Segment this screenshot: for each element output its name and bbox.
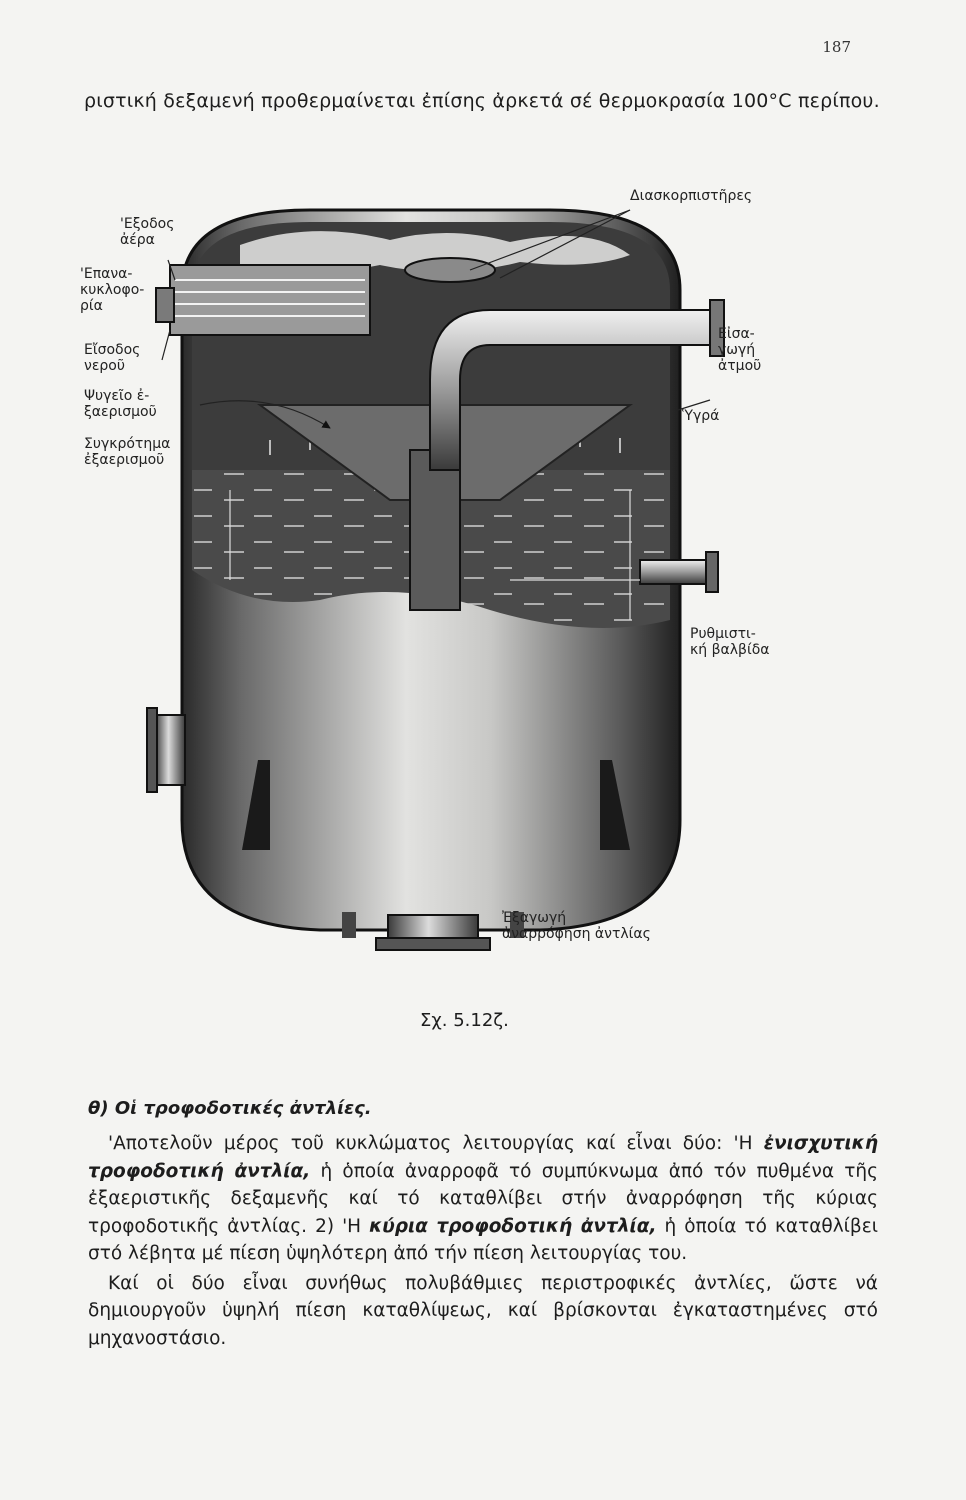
term-main-feed-pump: κύρια τροφοδοτική ἀντλία, <box>369 1215 657 1237</box>
deaerator-tank-illustration <box>70 170 850 990</box>
paragraph-2: Καί οἱ δύο εἶναι συνήθως πολυβάθμιες περιστροφικές ἀντλίες, ὥστε νά δημιουργοῦν ὑψηλή πίεση καταθλίψεως, καί βρίσκονται ἐγκαταστημένες στό μηχανοστάσιο. <box>88 1272 878 1349</box>
central-column <box>410 450 460 610</box>
label-water-inlet: Εἴσοδος νεροῦ <box>84 342 141 374</box>
label-deaeration-cooler: Ψυγεῖο ἐ- ξαερισμοῦ <box>84 388 157 420</box>
control-valve-body <box>640 560 710 584</box>
label-control-valve: Ρυθμιστι- κή βαλβίδα <box>690 626 770 658</box>
page-number: 187 <box>822 38 851 56</box>
label-deaeration-unit: Συγκρότημα ἐξαερισμοῦ <box>84 436 171 468</box>
paragraph-1: 'Αποτελοῦν μέρος τοῦ κυκλώματος λειτουργίας καί εἶναι δύο: 'Η ἐνισχυτική τροφοδοτική ἀντλία, ἡ ὁποία ἀναρροφᾶ τό συμπύκνωμα ἀπό τόν πυθμένα τῆς ἐξαεριστικῆς δεξαμενῆς καί τό καταθλίβει στήν ἀναρρόφηση τῆς κύριας τροφοδοτικῆς ἀντλίας. 2) 'Η κύρια τροφοδοτική ἀντλία, ἡ ὁποία τό καταθλίβει στό λέβητα μέ πίεση ὑψηλότερη ἀπό τήν πίεση λειτουργίας του. <box>88 1133 878 1264</box>
body-text <box>88 1130 878 1352</box>
deaerator-figure <box>70 170 850 990</box>
label-liquid: Ὑγρά <box>682 408 720 424</box>
term-booster-pump: ἐνισχυτική τροφοδοτική ἀντλία, <box>88 1133 878 1182</box>
label-distributors: Διασκορπιστῆρες <box>630 188 753 204</box>
section-heading: θ) Οἱ τροφοδοτικές ἀντλίες. <box>88 1098 372 1119</box>
side-flange <box>155 715 185 785</box>
label-pump-outlet: Ἐξαγωγή ἀναρρόφηση ἀντλίας <box>502 910 651 942</box>
figure-caption: Σχ. 5.12ζ. <box>420 1010 509 1031</box>
top-text-line: ριστική δεξαμενή προθερμαίνεται ἐπίσης ἀρκετά σέ θερμοκρασία 100°C περίπου. <box>84 90 880 112</box>
deaeration-cooler-box <box>170 265 370 335</box>
label-recirculation: 'Επανα- κυκλοφο- ρία <box>80 266 145 314</box>
label-air-outlet: 'Εξοδος ἀέρα <box>120 216 175 248</box>
label-steam-inlet: Εἰσα- γωγή ἀτμοῦ <box>718 326 762 374</box>
